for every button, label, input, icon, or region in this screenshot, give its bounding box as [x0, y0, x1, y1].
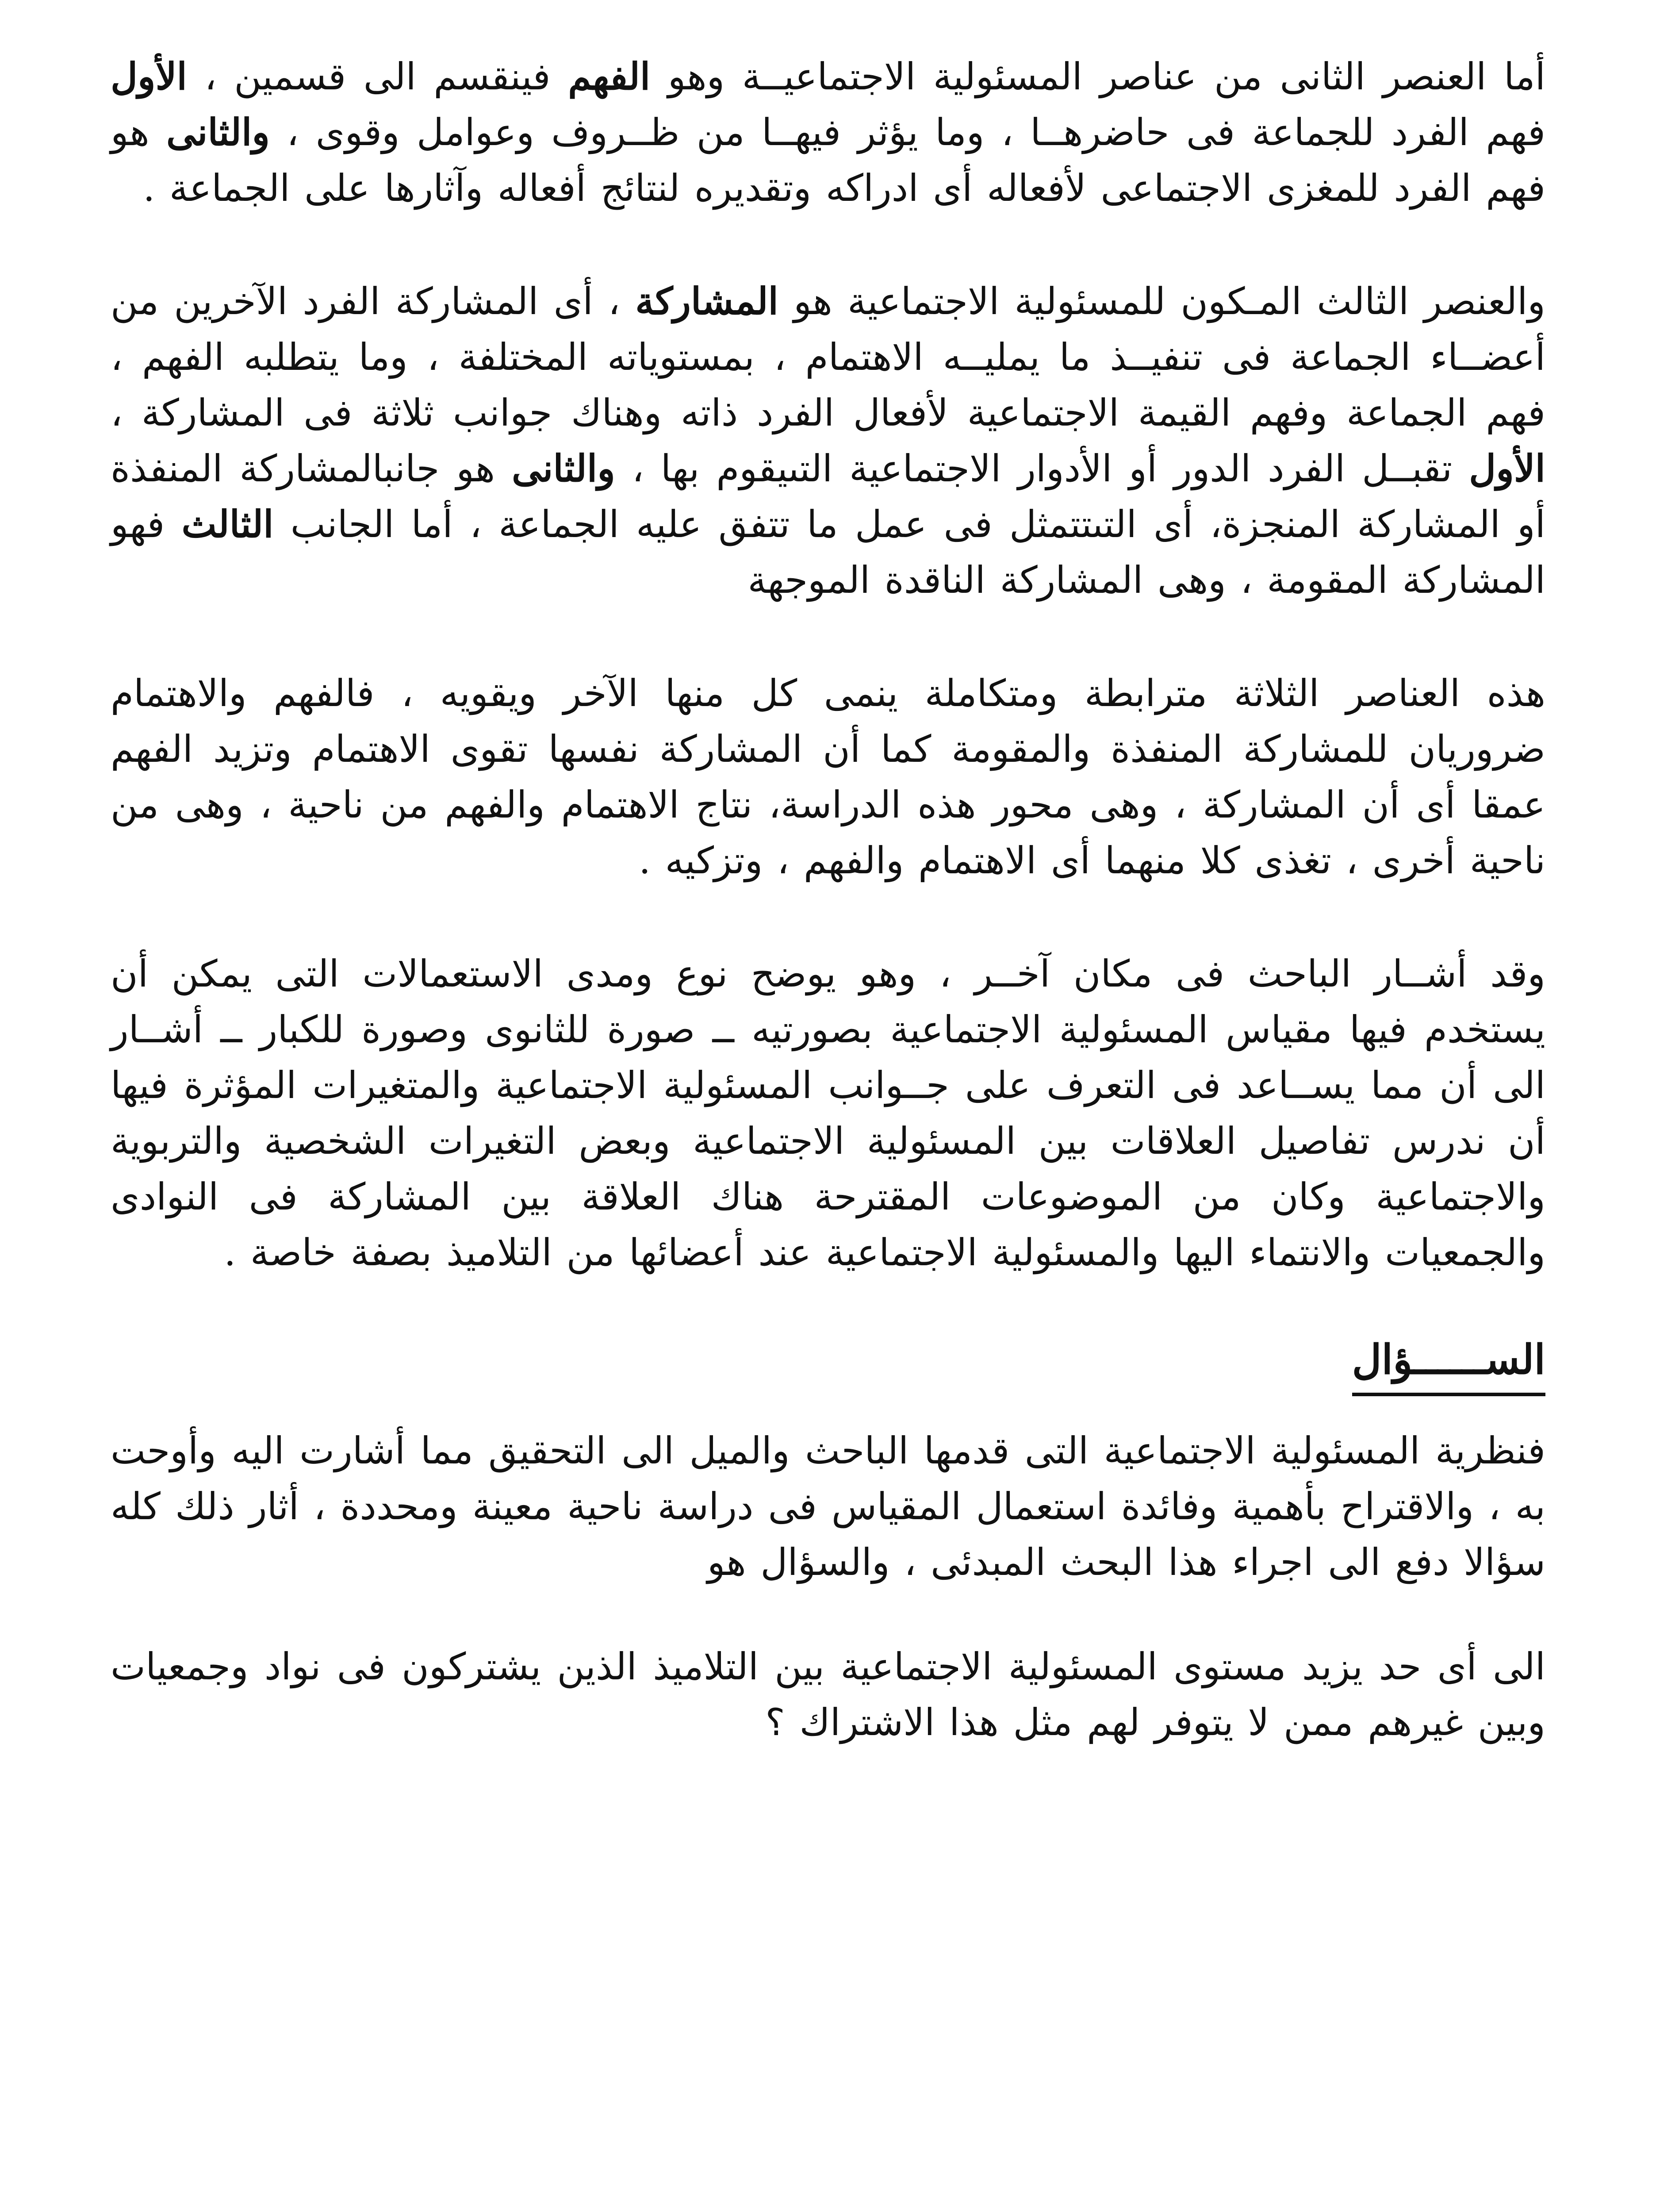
text-run: فهم الفرد للجماعة فى حاضرهــا ، وما يؤثر فيهــا من ظــروف وعوامل وقوى ، [269, 111, 1545, 154]
paragraph-researcher-note [111, 946, 1545, 1280]
heading-text: الســــــؤال [1352, 1329, 1545, 1396]
bold-term: الأول [1469, 446, 1545, 490]
bold-term: المشاركة [635, 279, 778, 323]
bold-term: والثانى [166, 110, 270, 154]
paragraph-research-question [111, 1639, 1545, 1750]
text-run: الى أى حد يزيد مستوى المسئولية الاجتماعية بين التلاميذ الذين يشتركون فى نواد وجمعيات وبين غيرهم ممن لا يتوفر لهم مثل هذا الاشتراك ؟ [111, 1645, 1545, 1744]
paragraph-participation [111, 273, 1545, 608]
section-heading-question [111, 1329, 1545, 1396]
text-run: هو جانبالمشاركة المنفذة أو المشاركة المنجزة، أى التىتتمثل فى عمل ما تتفق عليه الجماعة ، أما الجانب [111, 447, 1546, 546]
bold-term: الثالث [181, 502, 274, 546]
paragraph-elements-integration [111, 665, 1545, 888]
text-run: فهو المشاركة المقومة ، وهى المشاركة الناقدة الموجهة [111, 503, 1545, 602]
page-body [111, 49, 1545, 1750]
text-run: تقبــل الفرد الدور أو الأدوار الاجتماعية التىيقوم بها ، [615, 447, 1469, 490]
bold-term: والثانى [511, 446, 615, 490]
bold-term: الفهم [568, 54, 651, 98]
bold-term: الأول [111, 54, 187, 98]
text-run: وقد أشــار الباحث فى مكان آخــر ، وهو يوضح نوع ومدى الاستعمالات التى يمكن أن يستخدم فيها مقياس المسئولية الاجتماعية بصورتيه ــ صورة للثانوى وصورة للكبار ــ أشــار الى أن مما يســاعد فى التعرف على جــوانب المسئولية الاجتماعية والمتغيرات المؤثرة فيها أن ندرس تفاصيل العلاقات بين المسئولية الاجتماعية وبعض التغيرات الشخصية والتربوية والاجتماعية وكان من الموضوعات المقترحة هناك العلاقة بين المشاركة فى النوادى والجمعيات والانتماء اليها والمسئولية الاجتماعية عند أعضائها من التلاميذ بصفة خاصة . [111, 952, 1545, 1274]
text-run: أما العنصر الثانى من عناصر المسئولية الاجتماعيــة وهو [650, 55, 1545, 98]
text-run: فنظرية المسئولية الاجتماعية التى قدمها الباحث والميل الى التحقيق مما أشارت اليه وأوحت به ، والاقتراح بأهمية وفائدة استعمال المقياس فى دراسة ناحية معينة ومحددة ، أثار ذلك كله سؤالا دفع الى اجراء هذا البحث المبدئى ، والسؤال هو [111, 1429, 1545, 1584]
paragraph-theory-question [111, 1423, 1545, 1590]
text-run: ، أى المشاركة الفرد الآخرين من أعضــاء الجماعة فى تنفيــذ ما يمليــه الاهتمام ، بمستوياته المختلفة ، وما يتطلبه الفهم ، فهم الجماعة وفهم القيمة الاجتماعية لأفعال الفرد ذاته وهناك جوانب ثلاثة فى المشاركة ، [111, 280, 1546, 434]
paragraph-understanding [111, 49, 1545, 216]
text-run: هو فهم الفرد للمغزى الاجتماعى لأفعاله أى ادراكه وتقديره لنتائج أفعاله وآثارها على الجماعة . [111, 111, 1545, 210]
text-run: والعنصر الثالث المـكون للمسئولية الاجتماعية هو [778, 280, 1545, 323]
text-run: هذه العناصر الثلاثة مترابطة ومتكاملة ينمى كل منها الآخر ويقويه ، فالفهم والاهتمام ضروريان للمشاركة المنفذة والمقومة كما أن المشاركة نفسها تقوى الاهتمام وتزيد الفهم عمقا أى أن المشاركة ، وهى محور هذه الدراسة، نتاج الاهتمام والفهم من ناحية ، وهى من ناحية أخرى ، تغذى كلا منهما أى الاهتمام والفهم ، وتزكيه . [111, 672, 1545, 882]
text-run: فينقسم الى قسمين ، [187, 55, 568, 98]
